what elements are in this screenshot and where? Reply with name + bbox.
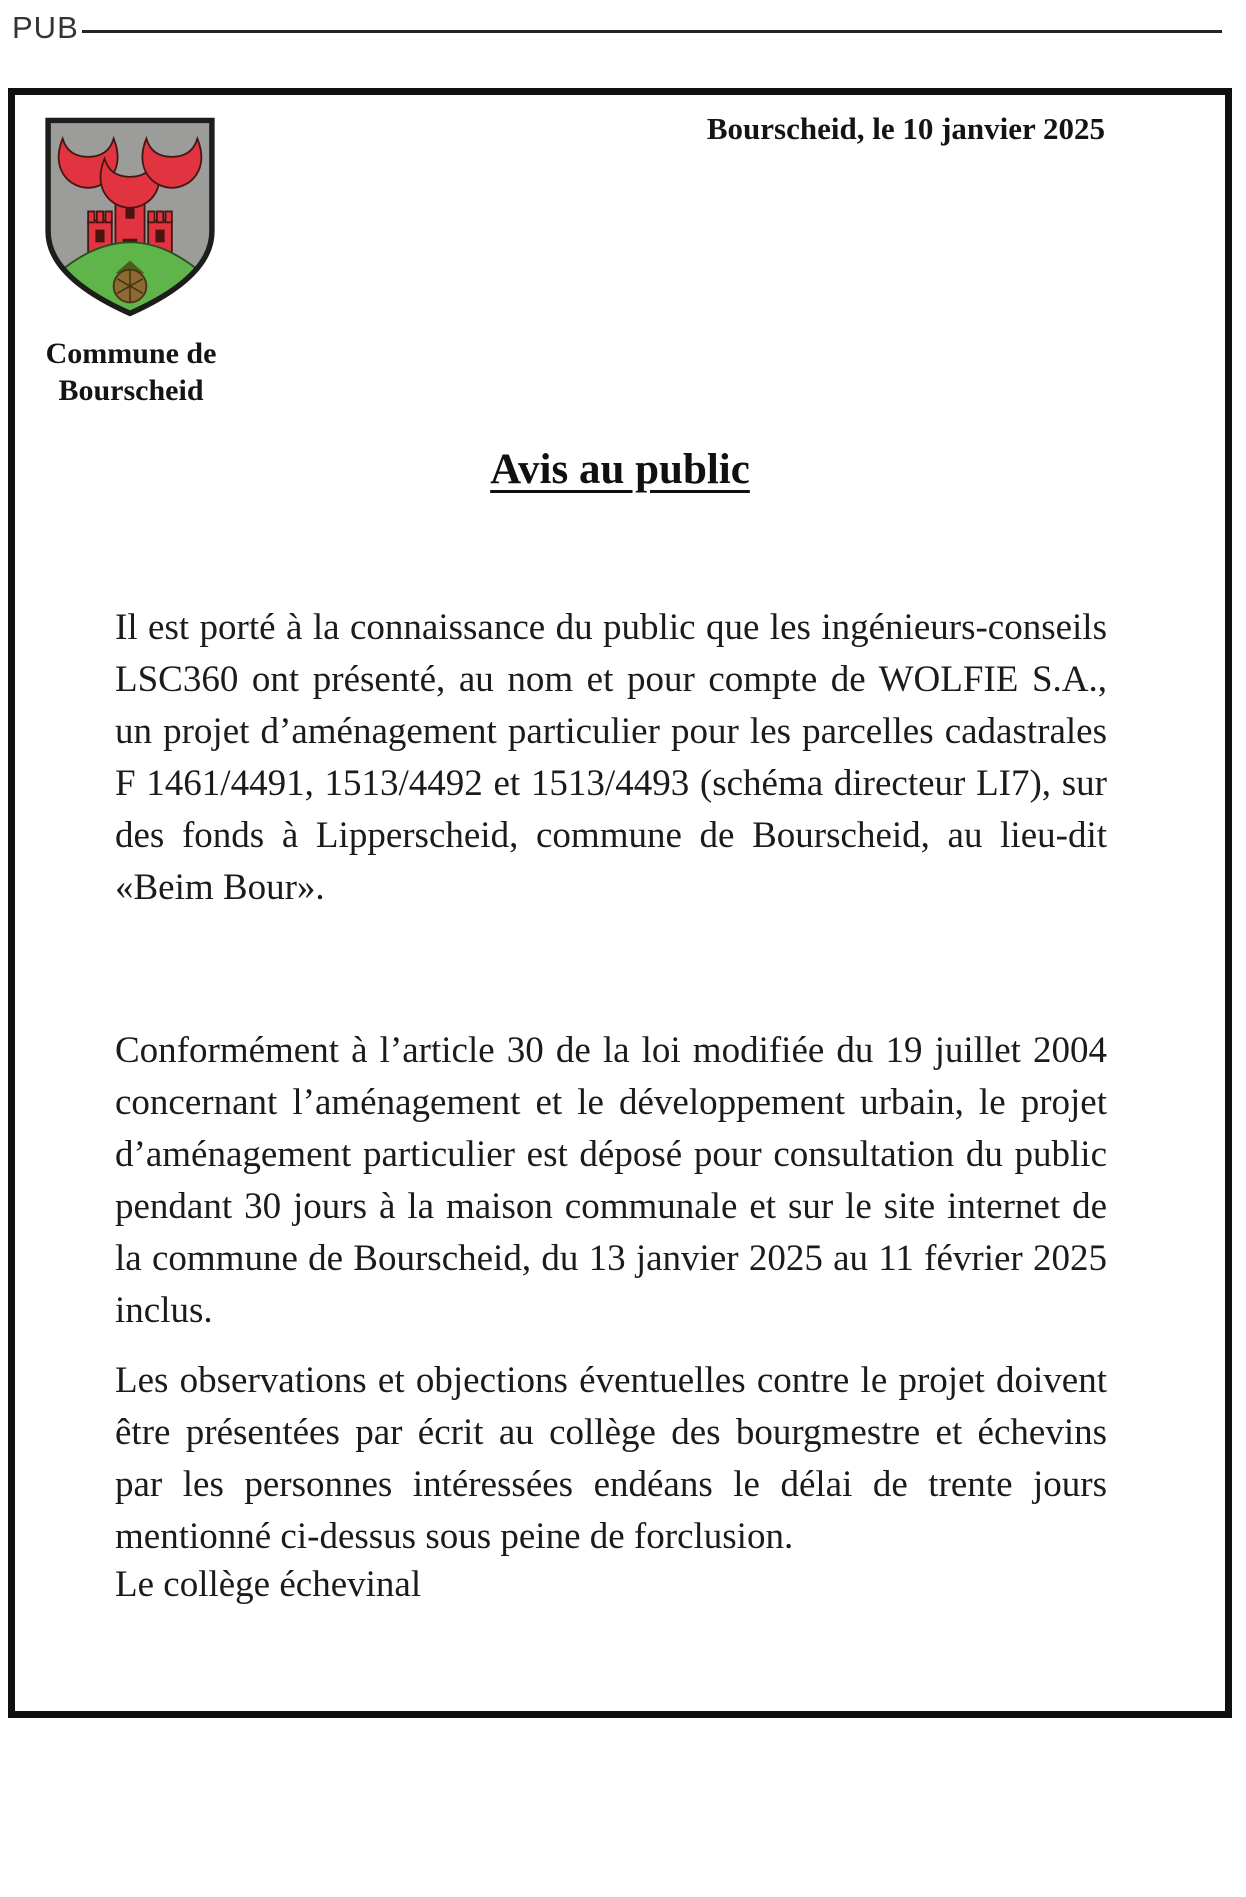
emblem-caption-line1: Commune de — [45, 337, 217, 370]
dateline: Bourscheid, le 10 janvier 2025 — [706, 111, 1105, 146]
pub-label: PUB — [12, 10, 79, 45]
pub-divider-line — [82, 30, 1222, 33]
signature-line: Le collège échevinal — [115, 1564, 422, 1605]
emblem-caption-line2: Bourscheid — [58, 374, 204, 407]
paragraph-project-presentation: Il est porté à la connaissance du public que les ingénieurs-conseils LSC360 ont présenté, au nom et pour compte de WOLFIE S.A., un projet d’aménagement particulier pour les parcelles cadastrales F 1461/4491, 1513/4492 et 1513/4493 (schéma directeur LI7), sur des fonds à Lipperscheid, commune de Bourscheid, au lieu-dit «Beim Bour». — [115, 607, 1107, 908]
paragraph-objections: Les observations et objections éventuelles contre le projet doivent être présentées par écrit au collège des bourgmestre et échevins par les personnes intéressées endéans le délai de trente jours mentionné ci-dessus sous peine de forclusion. — [115, 1360, 1107, 1557]
emblem-caption — [15, 335, 247, 409]
notice-title: Avis au public — [490, 446, 750, 493]
notice-border-box — [8, 88, 1232, 1718]
paragraph-consultation-period: Conformément à l’article 30 de la loi modifiée du 19 juillet 2004 concernant l’aménagement et le développement urbain, le projet d’aménagement particulier est déposé pour consultation du public pendant 30 jours à la maison communale et sur le site internet de la commune de Bourscheid, du 13 janvier 2025 au 11 février 2025 inclus. — [115, 1030, 1107, 1331]
